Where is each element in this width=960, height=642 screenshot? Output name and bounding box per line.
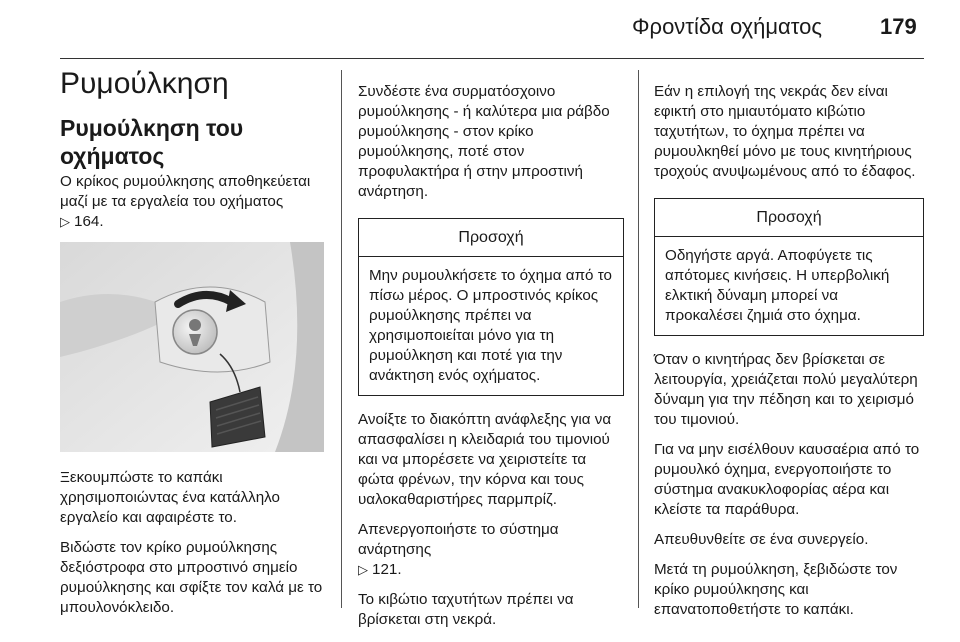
paragraph: Το κιβώτιο ταχυτήτων πρέπει να βρίσκεται στη νεκρά. xyxy=(358,591,574,628)
paragraph: Συνδέστε ένα συρματόσχοινο ρυμούλκησης - ή καλύτερα μια ράβδο ρυμούλκησης - στον κρίκο ρυμούλκησης, ποτέ στον προφυλακτήρα ή στην μπροστινή ανάρτηση. xyxy=(358,83,610,200)
subsection-title: Ρυμούλκηση του οχήματος xyxy=(60,115,244,169)
paragraph: Όταν ο κινητήρας δεν βρίσκεται σε λειτουργία, χρειάζεται πολύ μεγαλύτερη δύναμη για την πέδηση και το χειρισμό του τιμονιού. xyxy=(654,351,918,428)
paragraph-text: Ο κρίκος ρυμούλκησης αποθηκεύεται μαζί με τα εργαλεία του οχήματος xyxy=(60,173,311,210)
caution-title: Προσοχή xyxy=(655,199,923,237)
header-rule xyxy=(60,58,924,59)
tow-hook-cover-illustration xyxy=(60,242,324,452)
section-title: Ρυμούλκηση xyxy=(60,67,229,100)
caution-box xyxy=(358,218,624,396)
caution-box xyxy=(654,198,924,336)
paragraph-text: Απενεργοποιήστε το σύστημα ανάρτησης xyxy=(358,521,559,558)
page-number: 179 xyxy=(880,14,917,39)
page-reference: 121. xyxy=(372,561,402,578)
column-1 xyxy=(60,66,328,628)
caution-text: Οδηγήστε αργά. Αποφύγετε τις απότομες κινήσεις. Η υπερβολική ελκτική δύναμη μπορεί να προκαλέσει ζημιά στο όχημα. xyxy=(665,247,890,324)
paragraph: Μετά τη ρυμούλκηση, ξεβιδώστε τον κρίκο ρυμούλκησης και επανατοποθετήστε το καπάκι. xyxy=(654,561,898,618)
caution-text: Μην ρυμουλκήσετε το όχημα από το πίσω μέρος. Ο μπροστινός κρίκος ρυμούλκησης πρέπει να χρησιμοποιείται μόνο για τη ρυμούλκηση και ποτέ για την ανάκτηση ενός οχήματος. xyxy=(369,267,612,384)
reference-arrow-icon: ▷ xyxy=(358,562,368,577)
paragraph: Εάν η επιλογή της νεκράς δεν είναι εφικτή στο ημιαυτόματο κιβώτιο ταχυτήτων, το όχημα πρέπει να ρυμουλκηθεί μόνο με τους κινητήριους τροχούς ανυψωμένους από το έδαφος. xyxy=(654,83,916,180)
paragraph: Για να μην εισέλθουν καυσαέρια από το ρυμουλκό όχημα, ενεργοποιήστε το σύστημα ανακυκλοφορίας αέρα και κλείστε τα παράθυρα. xyxy=(654,441,920,518)
paragraph: Ξεκουμπώστε το καπάκι χρησιμοποιώντας ένα κατάλληλο εργαλείο και αφαιρέστε το. xyxy=(60,469,280,526)
page-header-title: Φροντίδα οχήματος xyxy=(632,14,822,39)
paragraph xyxy=(60,172,328,232)
column-3 xyxy=(654,82,924,630)
caution-title: Προσοχή xyxy=(359,219,623,257)
reference-arrow-icon: ▷ xyxy=(60,214,70,229)
paragraph: Απευθυνθείτε σε ένα συνεργείο. xyxy=(654,531,869,548)
paragraph: Βιδώστε τον κρίκο ρυμούλκησης δεξιόστροφα στο μπροστινό σημείο ρυμούλκησης και σφίξτε τον καλά με το μπουλονόκλειδο. xyxy=(60,539,323,616)
column-divider-2 xyxy=(638,70,639,608)
page-reference: 164. xyxy=(74,213,104,230)
paragraph: Ανοίξτε το διακόπτη ανάφλεξης για να απασφαλίσει η κλειδαριά του τιμονιού και να μπορέσετε να χειριστείτε τα φώτα φρένων, την κόρνα και τους υαλοκαθαριστήρες παρμπρίζ. xyxy=(358,411,612,508)
paragraph xyxy=(358,520,624,580)
column-2 xyxy=(358,82,624,640)
column-divider-1 xyxy=(341,70,342,608)
